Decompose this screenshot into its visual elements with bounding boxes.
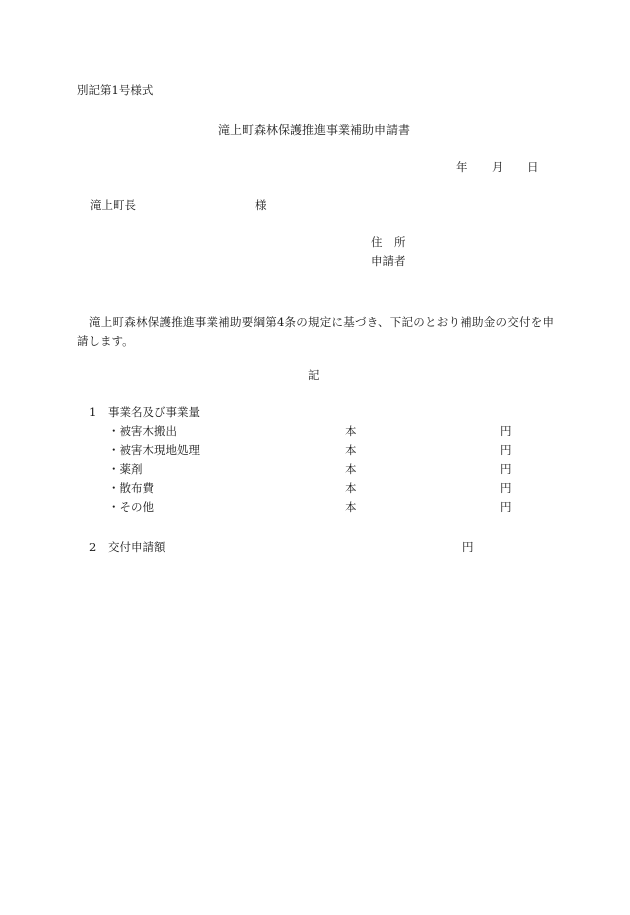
item-yen: 円 (500, 443, 512, 457)
form-number: 別記第1号様式 (77, 83, 154, 97)
item-unit: 本 (345, 462, 357, 476)
address-label: 住 所 (371, 235, 406, 249)
date-month-label: 月 (492, 160, 504, 174)
section2-yen: 円 (462, 540, 474, 554)
section1-title: 事業名及び事業量 (108, 405, 200, 419)
applicant-label: 申請者 (371, 254, 406, 268)
date-day-label: 日 (527, 160, 539, 174)
item-label: ・その他 (108, 500, 154, 514)
item-unit: 本 (345, 424, 357, 438)
item-unit: 本 (345, 481, 357, 495)
item-label: ・被害木搬出 (108, 424, 177, 438)
honorific: 様 (255, 198, 267, 212)
item-label: ・散布費 (108, 481, 154, 495)
section2-number: 2 (89, 540, 97, 554)
item-label: ・薬剤 (108, 462, 143, 476)
item-yen: 円 (500, 500, 512, 514)
section2-title: 交付申請額 (108, 540, 166, 554)
ki-heading: 記 (308, 368, 320, 382)
item-yen: 円 (500, 462, 512, 476)
item-label: ・被害木現地処理 (108, 443, 200, 457)
body-text: 滝上町森林保護推進事業補助要綱第4条の規定に基づき、下記のとおり補助金の交付を申請します。 (77, 315, 554, 348)
document-title: 滝上町森林保護推進事業補助申請書 (218, 123, 411, 137)
item-unit: 本 (345, 443, 357, 457)
date-year-label: 年 (456, 160, 468, 174)
item-yen: 円 (500, 424, 512, 438)
addressee: 滝上町長 (90, 198, 136, 212)
section1-number: 1 (89, 405, 97, 419)
item-unit: 本 (345, 500, 357, 514)
item-yen: 円 (500, 481, 512, 495)
